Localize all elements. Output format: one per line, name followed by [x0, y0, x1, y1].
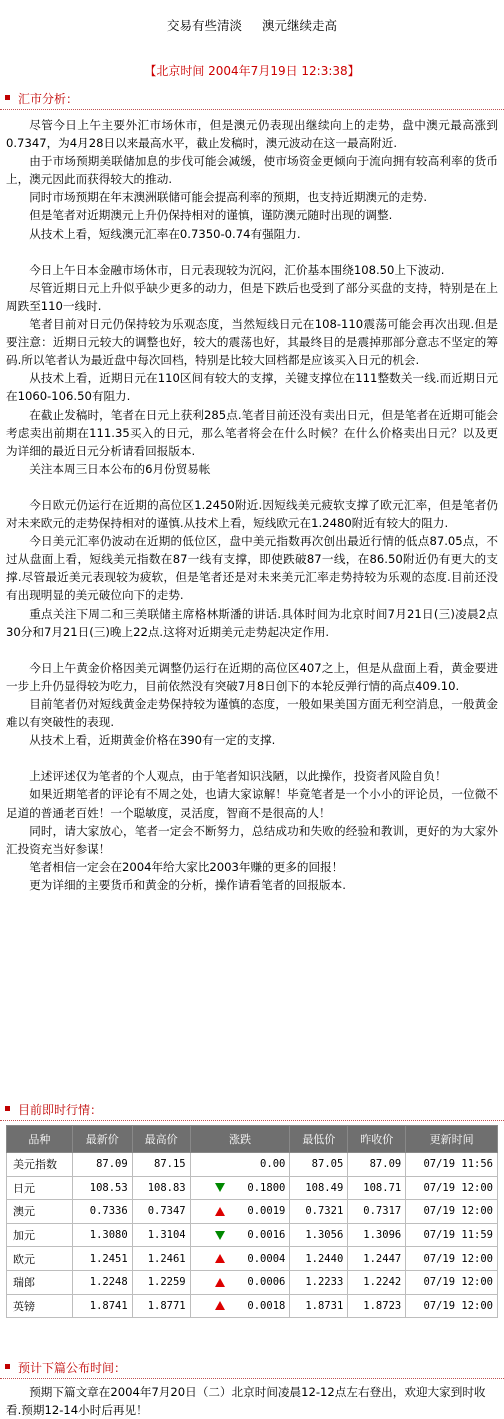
cell-low: 87.05: [290, 1153, 348, 1177]
change-cell: [190, 1176, 290, 1200]
cell-last: 0.7336: [72, 1200, 132, 1224]
table-row: [7, 1294, 498, 1318]
section-analysis: [0, 88, 504, 110]
change-cell: [190, 1223, 290, 1247]
cell-time: 07/19 11:56: [406, 1153, 498, 1177]
analysis-paragraph: 尽管今日上午主要外汇市场休市，但是澳元仍表现出继续向上的走势，盘中澳元最高涨到0.7347，为4月28日以来最高水平，截止发稿时，澳元波动在这一最高附近.: [6, 118, 498, 151]
section-quotes: [0, 1099, 504, 1121]
cell-high: 1.2259: [132, 1270, 190, 1294]
arrow-up-icon: [215, 1207, 225, 1216]
cell-low: 1.3056: [290, 1223, 348, 1247]
quotes-table: [6, 1125, 498, 1318]
change-value: 0.0006: [247, 1276, 286, 1289]
cell-prev: 1.3096: [348, 1223, 406, 1247]
paragraph-spacer: [6, 478, 498, 496]
change-cell: [190, 1247, 290, 1271]
analysis-paragraph: 上述评述仅为笔者的个人观点，由于笔者知识浅陋，以此操作，投资者风险自负！: [29, 769, 447, 784]
column-header: 最新价: [72, 1126, 132, 1153]
analysis-paragraph: 今日上午日本金融市场休市，日元表现较为沉闷，汇价基本围绕108.50上下波动.: [29, 262, 445, 277]
article-title: [0, 16, 504, 34]
analysis-paragraph: 目前笔者仍对短线黄金走势保持较为谨慎的态度，一般如果美国方面无利空消息，一般黄金难以有突破性的表现.: [6, 697, 498, 730]
cell-time: 07/19 12:00: [406, 1200, 498, 1224]
cell-time: 07/19 12:00: [406, 1176, 498, 1200]
paragraph-spacer: [6, 749, 498, 767]
next-publish-note: [6, 1383, 498, 1419]
cell-name: 瑞郎: [7, 1270, 73, 1294]
cell-name: 加元: [7, 1223, 73, 1247]
analysis-paragraph: 尽管近期日元上升似乎缺少更多的动力，但是下跌后也受到了部分买盘的支持，特别是在上周跌至110一线时.: [6, 280, 498, 313]
cell-prev: 1.8723: [348, 1294, 406, 1318]
section-next: [0, 1357, 504, 1379]
change-cell: [190, 1270, 290, 1294]
cell-last: 108.53: [72, 1176, 132, 1200]
change-cell: [190, 1294, 290, 1318]
cell-high: 0.7347: [132, 1200, 190, 1224]
analysis-paragraph: 从技术上看，近期日元在110区间有较大的支撑，关键支撑位在111整数关一线.而近期日元在1060-106.50有阻力.: [6, 371, 498, 404]
analysis-body: [6, 116, 498, 894]
cell-low: 1.2440: [290, 1247, 348, 1271]
cell-high: 1.8771: [132, 1294, 190, 1318]
arrow-down-icon: [215, 1183, 225, 1192]
section-label: 预计下篇公布时间：: [18, 1361, 127, 1375]
section-label: 目前即时行情：: [18, 1103, 103, 1117]
table-header-row: [7, 1126, 498, 1153]
analysis-paragraph: 在截止发稿时，笔者在日元上获利285点.笔者目前还没有卖出日元，但是笔者在近期可能会考虑卖出前期在111.35买入的日元，那么笔者将会在什么时候？在什么价格卖出日元？以及更为详细的最近日元分析请看回报版本.: [6, 407, 498, 458]
analysis-paragraph: 重点关注下周二和三美联储主席格林斯潘的讲话.具体时间为北京时间7月21日(三)凌晨2点30分和7月21日(三)晚上22点.这将对近期美元走势起决定作用.: [6, 606, 498, 639]
change-value: 0.1800: [247, 1181, 286, 1194]
table-row: [7, 1223, 498, 1247]
title-left: 交易有些清淡: [166, 18, 242, 33]
column-header: 更新时间: [406, 1126, 498, 1153]
analysis-paragraph: 从技术上看，短线澳元汇率在0.7350-0.74有强阻力.: [29, 226, 301, 241]
cell-time: 07/19 12:00: [406, 1247, 498, 1271]
cell-prev: 87.09: [348, 1153, 406, 1177]
column-header: 最低价: [290, 1126, 348, 1153]
cell-high: 1.3104: [132, 1223, 190, 1247]
square-bullet-icon: [5, 1106, 10, 1111]
table-row: [7, 1176, 498, 1200]
square-bullet-icon: [5, 95, 10, 100]
dotted-divider: [0, 109, 504, 110]
arrow-down-icon: [215, 1231, 225, 1240]
analysis-paragraph: 笔者目前对日元仍保持较为乐观态度，当然短线日元在108-110震荡可能会再次出现.但是要注意：近期日元较大的调整也好，较大的震荡也好，其最终目的是震掉那部分意志不坚定的筹码.所以笔者认为最近盘中每次回档，特别是比较大回档都是应该买入日元的机会.: [6, 317, 498, 368]
analysis-paragraph: 今日美元汇率仍波动在近期的低位区，盘中美元指数再次创出最近行情的低点87.05点，不过从盘面上看，短线美元指数在87一线有支撑，即使跌破87一线，在86.50附近仍有更大的支撑.尽管最近美元表现较为疲软，但是笔者还是对未来美元汇率走势持较为乐观的态度.目前还没有出现明显的美元破位向下的走势.: [6, 534, 498, 603]
cell-low: 0.7321: [290, 1200, 348, 1224]
paragraph-spacer: [6, 243, 498, 261]
analysis-paragraph: 今日欧元仍运行在近期的高位区1.2450附近.因短线美元疲软支撑了欧元汇率，但是笔者仍对未来欧元的走势保持相对的谨慎.从技术上看，短线欧元在1.2480附近有较大的阻力.: [6, 497, 498, 531]
change-value: 0.00: [260, 1158, 286, 1171]
analysis-paragraph: 同时市场预期在年末澳洲联储可能会提高利率的预期，也支持近期澳元的走势.: [29, 190, 428, 205]
change-cell: [190, 1200, 290, 1224]
cell-prev: 0.7317: [348, 1200, 406, 1224]
dotted-divider: [0, 1120, 504, 1121]
cell-high: 1.2461: [132, 1247, 190, 1271]
analysis-paragraph: 今日上午黄金价格因美元调整仍运行在近期的高位区407之上，但是从盘面上看，黄金要进一步上升仍显得较为吃力，目前依然没有突破7月8日创下的本轮反弹行情的高点409.10.: [6, 660, 498, 693]
cell-time: 07/19 11:59: [406, 1223, 498, 1247]
analysis-paragraph: 但是笔者对近期澳元上升仍保持相对的谨慎，谨防澳元随时出现的调整.: [29, 208, 393, 223]
cell-last: 1.3080: [72, 1223, 132, 1247]
cell-low: 1.2233: [290, 1270, 348, 1294]
arrow-up-icon: [215, 1278, 225, 1287]
analysis-paragraph: 由于市场预期美联储加息的步伐可能会减缓，使市场资金更倾向于流向拥有较高利率的货币上，澳元因此而获得较大的推动.: [6, 154, 498, 187]
table-row: [7, 1270, 498, 1294]
arrow-up-icon: [215, 1301, 225, 1310]
analysis-paragraph: 从技术上看，近期黄金价格在390有一定的支撑.: [29, 733, 276, 748]
cell-time: 07/19 12:00: [406, 1294, 498, 1318]
cell-prev: 1.2447: [348, 1247, 406, 1271]
cell-name: 英镑: [7, 1294, 73, 1318]
cell-low: 108.49: [290, 1176, 348, 1200]
column-header: 涨跌: [190, 1126, 290, 1153]
cell-name: 澳元: [7, 1200, 73, 1224]
cell-high: 108.83: [132, 1176, 190, 1200]
cell-low: 1.8731: [290, 1294, 348, 1318]
square-bullet-icon: [5, 1364, 10, 1369]
dotted-divider: [0, 1378, 504, 1379]
change-cell: [190, 1153, 290, 1177]
analysis-paragraph: 同时，请大家放心，笔者一定会不断努力，总结成功和失败的经验和教训，更好的为大家外汇投资充当好参谋！: [6, 823, 498, 856]
change-value: 0.0018: [247, 1299, 286, 1312]
paragraph-spacer: [6, 641, 498, 659]
title-right: 澳元继续走高: [261, 18, 337, 33]
table-row: [7, 1153, 498, 1177]
cell-last: 87.09: [72, 1153, 132, 1177]
cell-last: 1.8741: [72, 1294, 132, 1318]
column-header: 最高价: [132, 1126, 190, 1153]
cell-name: 美元指数: [7, 1153, 73, 1177]
cell-last: 1.2451: [72, 1247, 132, 1271]
analysis-paragraph: 如果近期笔者的评论有不周之处，也请大家谅解！毕竟笔者是一个小小的评论员，一位微不足道的普通老百姓！一个聪敏度，灵活度，智商不是很高的人！: [6, 787, 498, 820]
change-value: 0.0004: [247, 1252, 286, 1265]
cell-name: 欧元: [7, 1247, 73, 1271]
table-row: [7, 1247, 498, 1271]
cell-high: 87.15: [132, 1153, 190, 1177]
analysis-paragraph: 更为详细的主要货币和黄金的分析，操作请看笔者的回报版本.: [29, 877, 346, 892]
cell-prev: 1.2242: [348, 1270, 406, 1294]
analysis-paragraph: 笔者相信一定会在2004年给大家比2003年赚的更多的回报！: [29, 859, 344, 874]
cell-last: 1.2248: [72, 1270, 132, 1294]
arrow-up-icon: [215, 1254, 225, 1263]
analysis-paragraph: 关注本周三日本公布的6月份贸易帐: [29, 461, 211, 476]
cell-prev: 108.71: [348, 1176, 406, 1200]
section-label: 汇市分析：: [18, 92, 79, 106]
timestamp: 【北京时间 2004年7月19日 12:3:38】: [144, 64, 360, 78]
next-publish-text: 预期下篇文章在2004年7月20日（二）北京时间凌晨12-12点左右登出，欢迎大家到时收看.预期12-14小时后再见！: [6, 1385, 486, 1417]
column-header: 品种: [7, 1126, 73, 1153]
change-value: 0.0019: [247, 1205, 286, 1218]
table-row: [7, 1200, 498, 1224]
cell-time: 07/19 12:00: [406, 1270, 498, 1294]
change-value: 0.0016: [247, 1229, 286, 1242]
cell-name: 日元: [7, 1176, 73, 1200]
column-header: 昨收价: [348, 1126, 406, 1153]
